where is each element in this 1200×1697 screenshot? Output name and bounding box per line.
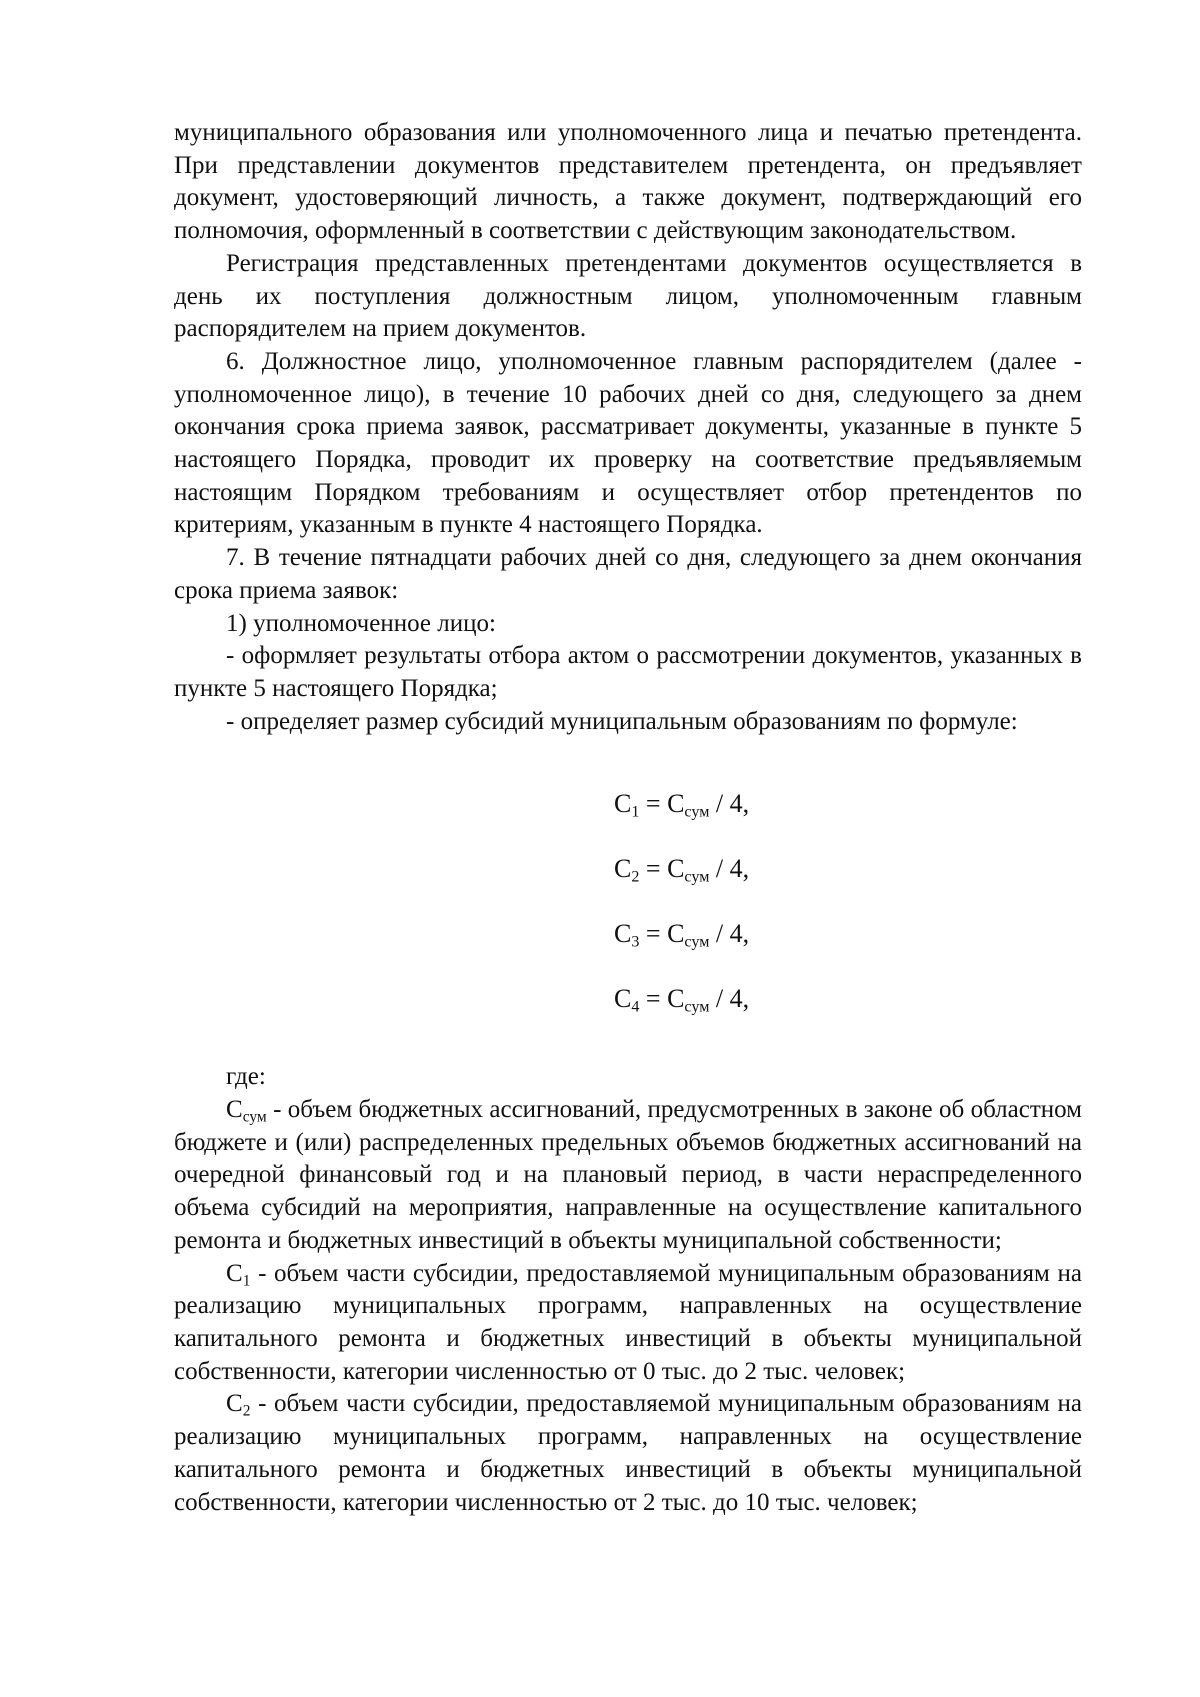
formula-block — [174, 771, 1082, 1031]
definition-symbol-sub: сум — [242, 1108, 267, 1126]
formula-eq: = С — [639, 789, 685, 819]
formula-lhs-sub: 3 — [631, 933, 640, 951]
formula-rhs-sub: сум — [684, 933, 710, 951]
definition-text: - объем части субсидии, предоставляемой муниципальным образованиям на реализацию муниципальных программ, направленных на осуществление капитального ремонта и бюджетных инвестиций в объекты муниципальной собственности, категории численностью от 2 тыс. до 10 тыс. человек; — [174, 1390, 1082, 1516]
formula-c1 — [174, 771, 1082, 836]
paragraph-dash-formula: - определяет размер субсидий муниципальным образованиям по формуле: — [226, 707, 1018, 735]
formula-lhs: С — [614, 854, 632, 884]
formula-lhs-sub: 4 — [631, 998, 640, 1016]
formula-eq: = С — [639, 854, 685, 884]
definition-symbol-sub: 2 — [242, 1402, 251, 1420]
formula-tail: / 4, — [709, 789, 750, 819]
formula-lhs: С — [614, 789, 632, 819]
formula-rhs-sub: сум — [684, 998, 710, 1016]
formula-eq: = С — [639, 984, 685, 1014]
formula-tail: / 4, — [709, 919, 750, 949]
formula-lhs-sub: 2 — [631, 868, 640, 886]
definition-c2 — [174, 1388, 1082, 1519]
formula-c3 — [174, 901, 1082, 966]
formula-rhs-sub: сум — [684, 803, 710, 821]
formula-lhs-sub: 1 — [631, 803, 640, 821]
formula-rhs-sub: сум — [684, 868, 710, 886]
formula-c4 — [174, 966, 1082, 1031]
paragraph-item-7: 7. В течение пятнадцати рабочих дней со дня, следующего за днем окончания срока приема заявок: — [174, 544, 1082, 604]
definition-symbol: С — [226, 1096, 243, 1124]
paragraph-signature-requirements: муниципального образования или уполномоченного лица и печатью претендента. При представлении документов представителем претендента, он предъявляет документ, удостоверяющий личность, а также документ, подтверждающий его полномочия, оформленный в соответствии с действующим законодательством. — [174, 119, 1082, 245]
definition-text: - объем бюджетных ассигнований, предусмотренных в законе об областном бюджете и (или) распределенных предельных объемов бюджетных ассигнований на очередной финансовый год и на плановый период, в части нераспределенного объема субсидий на мероприятия, направленные на осуществление капитального ремонта и бюджетных инвестиций в объекты муниципальной собственности; — [174, 1096, 1082, 1254]
definition-c-sum — [174, 1094, 1082, 1258]
formula-tail: / 4, — [709, 854, 750, 884]
formula-eq: = С — [639, 919, 685, 949]
definition-symbol: С — [226, 1259, 243, 1287]
definition-text: - объем части субсидии, предоставляемой муниципальным образованиям на реализацию муниципальных программ, направленных на осуществление капитального ремонта и бюджетных инвестиций в объекты муниципальной собственности, категории численностью от 0 тыс. до 2 тыс. человек; — [174, 1259, 1082, 1385]
definition-c1 — [174, 1258, 1082, 1389]
formula-lhs: С — [614, 984, 632, 1014]
paragraph-registration: Регистрация представленных претендентами документов осуществляется в день их поступления должностным лицом, уполномоченным главным распорядителем на прием документов. — [174, 249, 1082, 343]
where-label: где: — [226, 1063, 266, 1091]
formula-tail: / 4, — [709, 984, 750, 1014]
paragraph-item-6: 6. Должностное лицо, уполномоченное главным распорядителем (далее - уполномоченное лицо), в течение 10 рабочих дней со дня, следующего за днем окончания срока приема заявок, рассматривает документы, указанные в пункте 5 настоящего Порядка, проводит их проверку на соответствие предъявляемым настоящим Порядком требованиям и осуществляет отбор претендентов по критериям, указанным в пункте 4 настоящего Порядка. — [174, 347, 1082, 539]
paragraph-subitem-1: 1) уполномоченное лицо: — [226, 609, 496, 637]
definition-symbol-sub: 1 — [242, 1271, 251, 1289]
formula-lhs: С — [614, 919, 632, 949]
formula-c2 — [174, 836, 1082, 901]
paragraph-dash-act: - оформляет результаты отбора актом о рассмотрении документов, указанных в пункте 5 настоящего Порядка; — [174, 642, 1082, 702]
definition-symbol: С — [226, 1390, 243, 1418]
